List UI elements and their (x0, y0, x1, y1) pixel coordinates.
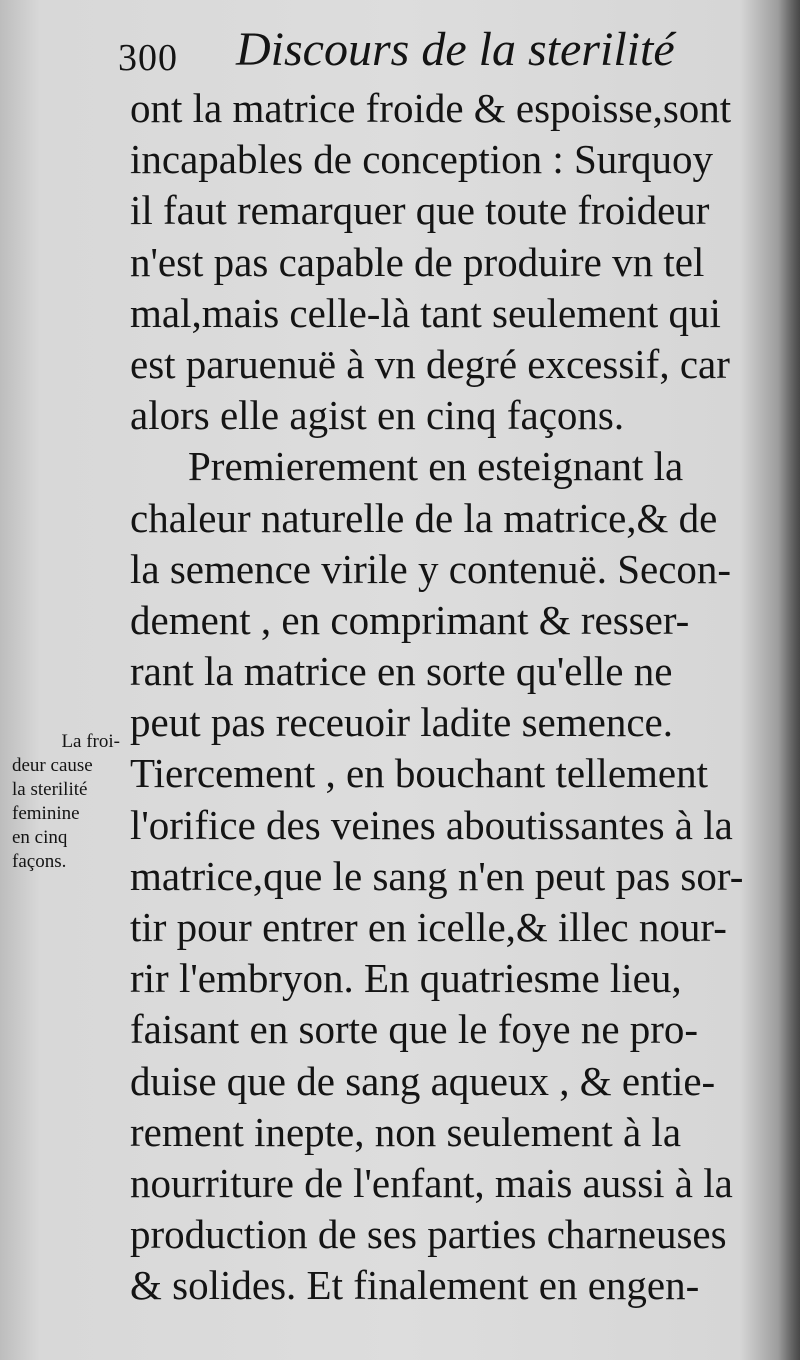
text-line: rant la matrice en sorte qu'elle ne (130, 648, 673, 695)
body-text (130, 83, 760, 1312)
text-line: & solides. Et finalement en engen- (130, 1262, 700, 1309)
margin-note-line: feminine (12, 803, 80, 824)
text-line: duise que de sang aqueux , & entie- (130, 1057, 716, 1104)
page-fold-shadow (778, 0, 800, 1360)
text-line: Premierement en esteignant la (188, 443, 684, 490)
text-line: Tiercement , en bouchant tellement (130, 750, 709, 797)
running-title: Discours de la sterilité (236, 23, 675, 76)
text-line: rement inepte, non seulement à la (130, 1108, 682, 1155)
text-line: l'orifice des veines aboutissantes à la (130, 801, 733, 848)
page-number: 300 (118, 37, 178, 79)
text-line: peut pas receuoir ladite semence. (130, 699, 673, 746)
text-line: chaleur naturelle de la matrice,& de (130, 494, 718, 541)
margin-note-line: La froi- (61, 731, 120, 752)
text-line: matrice,que le sang n'en peut pas sor- (130, 852, 744, 899)
page-header (118, 22, 778, 82)
text-line: nourriture de l'enfant, mais aussi à la (130, 1159, 733, 1206)
margin-note-line: deur cause (12, 755, 93, 776)
text-line: incapables de conception : Surquoy (130, 136, 713, 183)
margin-note-line: la sterilité (12, 779, 88, 800)
text-line: mal,mais celle-là tant seulement qui (130, 289, 721, 336)
text-line: rir l'embryon. En quatriesme lieu, (130, 955, 682, 1002)
text-line: faisant en sorte que le foye ne pro- (130, 1006, 699, 1053)
text-line: tir pour entrer en icelle,& illec nour- (130, 904, 727, 950)
text-line: alors elle agist en cinq façons. (130, 392, 625, 439)
margin-note-line: façons. (12, 851, 67, 872)
margin-note (12, 730, 124, 874)
margin-note-line: en cinq (12, 827, 68, 848)
text-line: ont la matrice froide & espoisse,sont (130, 85, 732, 131)
text-line: la semence virile y contenuë. Secon- (130, 545, 732, 592)
text-line: dement , en comprimant & resser- (130, 596, 690, 643)
text-line: il faut remarquer que toute froideur (130, 187, 710, 234)
text-line: n'est pas capable de produire vn tel (130, 238, 705, 285)
text-line: est paruenuë à vn degré excessif, car (130, 340, 730, 387)
text-line: production de ses parties charneuses (130, 1211, 727, 1258)
